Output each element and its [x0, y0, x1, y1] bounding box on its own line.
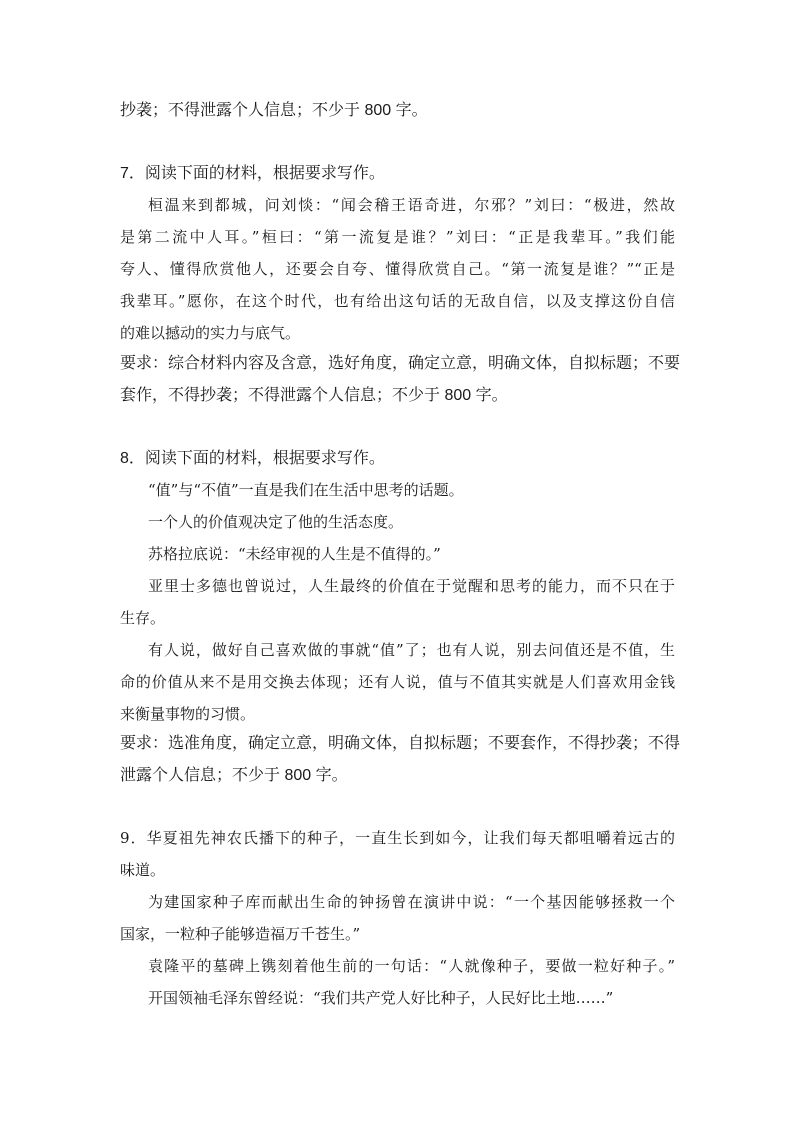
q7-material-line: 是第二流中人耳。”桓曰：“第一流复是谁？”刘曰：“正是我辈耳。”我们能 — [120, 228, 675, 246]
carryover-requirement-line: 抄袭；不得泄露个人信息；不少于 800 字。 — [120, 102, 428, 119]
q9-heading-line: 味道。 — [120, 861, 166, 879]
q8-heading: 8．阅读下面的材料，根据要求写作。 — [120, 450, 385, 467]
q8-material-line: 生存。 — [120, 609, 166, 627]
q8-requirement-line: 泄露个人信息；不少于 800 字。 — [120, 767, 348, 784]
q8-material-line: 来衡量事物的习惯。 — [120, 705, 256, 723]
q8-material-line: 有人说，做好自己喜欢做的事就“值”了；也有人说，别去问值还是不值，生 — [148, 641, 675, 659]
q7-requirement-line: 要求：综合材料内容及含意，选好角度，确定立意，明确文体，自拟标题；不要 — [120, 355, 681, 372]
q8-material-line: 苏格拉底说：“未经审视的人生是不值得的。” — [148, 545, 441, 563]
q7-material-line: 我辈耳。”愿你，在这个时代，也有给出这句话的无敌自信，以及支撑这份自信 — [120, 292, 675, 310]
q8-material-line: “值”与“不值”一直是我们在生活中思考的话题。 — [148, 481, 464, 499]
q8-material-line: 亚里士多德也曾说过，人生最终的价值在于觉醒和思考的能力，而不只在于 — [148, 577, 675, 595]
q9-material-line: 开国领袖毛泽东曾经说：“我们共产党人好比种子，人民好比土地……” — [148, 989, 614, 1007]
q8-material-line: 命的价值从来不是用交换去体现；还有人说，值与不值其实就是人们喜欢用金钱 — [120, 673, 675, 691]
q9-heading-line: 9．华夏祖先神农氏播下的种子，一直生长到如今，让我们每天都咀嚼着远古的 — [120, 829, 675, 847]
q7-material-line: 的难以撼动的实力与底气。 — [120, 324, 301, 342]
q7-heading: 7．阅读下面的材料，根据要求写作。 — [120, 165, 385, 182]
q9-material-line: 袁隆平的墓碑上镌刻着他生前的一句话：“人就像种子，要做一粒好种子。” — [148, 957, 675, 975]
q7-material-line: 桓温来到都城，问刘惔：“闻会稽王语奇进，尔邪？”刘曰：“极进，然故 — [148, 196, 675, 214]
q7-requirement-line: 套作，不得抄袭；不得泄露个人信息；不少于 800 字。 — [120, 387, 508, 404]
q9-material-line: 为建国家种子库而献出生命的钟扬曾在演讲中说：“一个基因能够拯救一个 — [148, 893, 675, 911]
q8-material-line: 一个人的价值观决定了他的生活态度。 — [148, 513, 404, 531]
q8-requirement-line: 要求：选准角度，确定立意，明确文体，自拟标题；不要套作，不得抄袭；不得 — [120, 735, 681, 752]
q7-material-line: 夸人、懂得欣赏他人，还要会自夸、懂得欣赏自己。“第一流复是谁？”“正是 — [120, 260, 675, 278]
q9-material-line: 国家，一粒种子能够造福万千苍生。” — [120, 925, 361, 943]
